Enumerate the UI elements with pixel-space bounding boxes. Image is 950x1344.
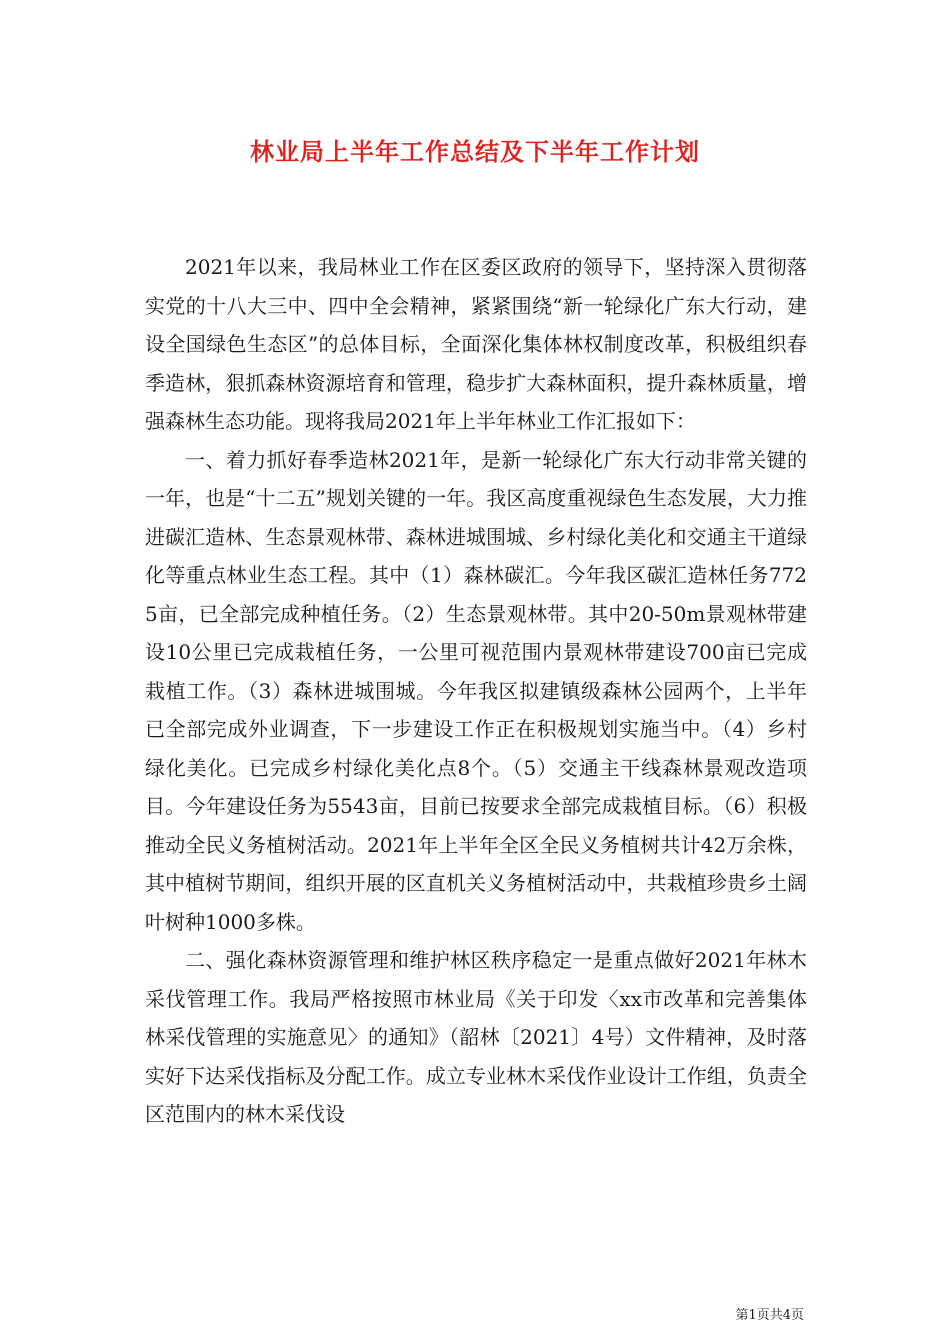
page-number: 第1页共4页	[735, 1308, 804, 1323]
paragraph-section-1: 一、着力抓好春季造林2021年，是新一轮绿化广东大行动非常关键的一年，也是“十二五”规划关键的一年。我区高度重视绿色生态发展，大力推进碳汇造林、生态景观林带、森林进城围城、乡村绿化美化和交通主干道绿化等重点林业生态工程。其中（1）森林碳汇。今年我区碳汇造林任务7725亩，已全部完成种植任务。（2）生态景观林带。其中20-50m景观林带建设10公里已完成栽植任务，一公里可视范围内景观林带建设700亩已完成栽植工作。（3）森林进城围城。今年我区拟建镇级森林公园两个，上半年已全部完成外业调查，下一步建设工作正在积极规划实施当中。（4）乡村绿化美化。已完成乡村绿化美化点8个。（5）交通主干线森林景观改造项目。今年建设任务为5543亩，目前已按要求全部完成栽植目标。（6）积极推动全民义务植树活动。2021年上半年全区全民义务植树共计42万余株，其中植树节期间，组织开展的区直机关义务植树活动中，共栽植珍贵乡土阔叶树种1000多株。	[145, 447, 807, 934]
document-title: 林业局上半年工作总结及下半年工作计划	[250, 137, 700, 166]
paragraph-section-2: 二、强化森林资源管理和维护林区秩序稳定一是重点做好2021年林木采伐管理工作。我局严格按照市林业局《关于印发〈xx市改革和完善集体林采伐管理的实施意见〉的通知》（韶林〔2021〕4号）文件精神，及时落实好下达采伐指标及分配工作。成立专业林木采伐作业设计工作组，负责全区范围内的林木采伐设	[145, 948, 807, 1126]
document-body	[145, 248, 807, 1134]
paragraph-intro: 2021年以来，我局林业工作在区委区政府的领导下，坚持深入贯彻落实党的十八大三中、四中全会精神，紧紧围绕“新一轮绿化广东大行动，建设全国绿色生态区”的总体目标，全面深化集体林权制度改革，积极组织春季造林，狠抓森林资源培育和管理，稳步扩大森林面积，提升森林质量，增强森林生态功能。现将我局2021年上半年林业工作汇报如下：	[145, 255, 807, 433]
